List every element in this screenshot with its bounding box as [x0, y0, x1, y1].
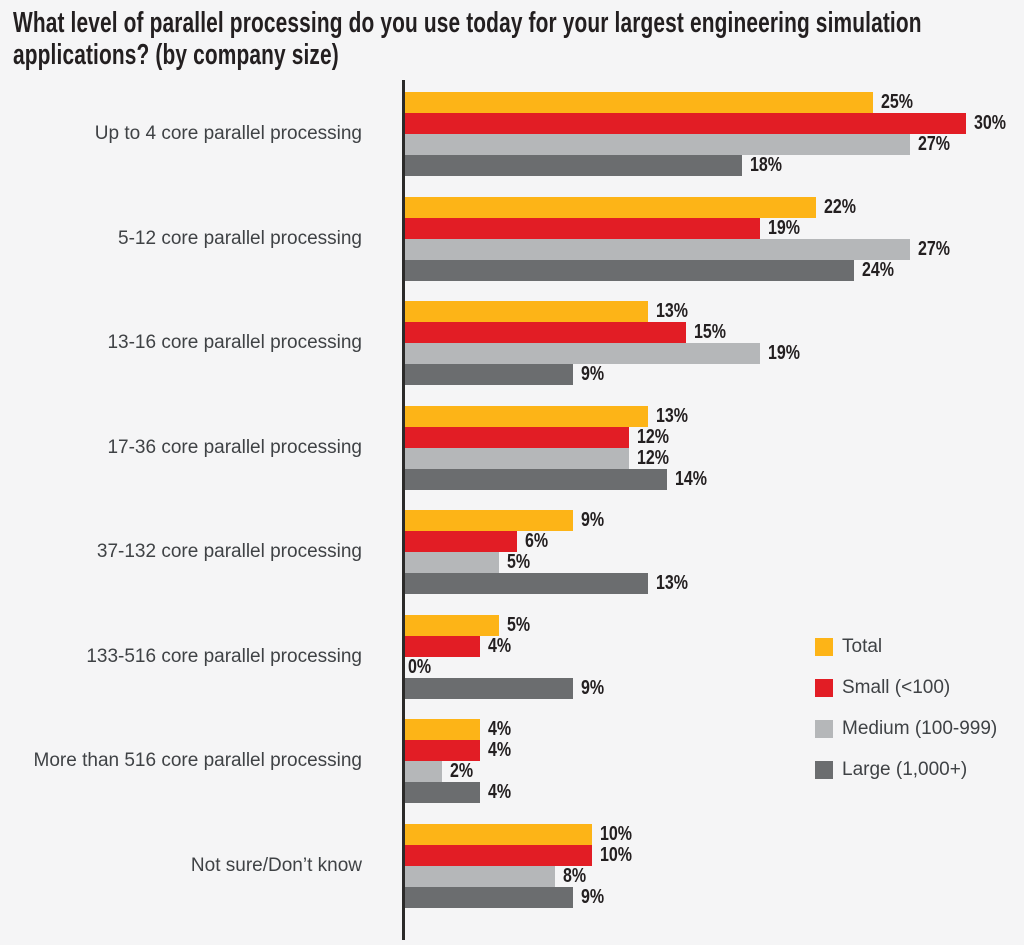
bar: [405, 364, 573, 385]
bar-value-label: 2%: [450, 760, 474, 782]
bar-value-label: 13%: [656, 300, 689, 322]
bar: [405, 218, 760, 239]
bar-row: [405, 782, 1024, 803]
legend-label: Small (<100): [842, 677, 951, 698]
bar-value-label: 6%: [525, 530, 549, 552]
bar-row: [405, 510, 1024, 531]
bar-group: [0, 824, 1024, 908]
bar-value-label: 24%: [861, 258, 894, 281]
bar-group-bars: [405, 92, 1024, 176]
bar-value-label: 27%: [917, 133, 950, 155]
bar-value-label: 4%: [487, 718, 511, 740]
bar-row: [405, 113, 1024, 134]
bar: [405, 155, 742, 176]
bar-value-label: 9%: [581, 509, 605, 531]
bar-groups: [0, 92, 1024, 908]
legend-swatch-icon: [815, 720, 833, 738]
bar-row: [405, 615, 1024, 636]
bar-row: [405, 134, 1024, 155]
bar: [405, 531, 517, 552]
category-label: Up to 4 core parallel processing: [94, 123, 362, 145]
bar: [405, 448, 629, 469]
bar-row: [405, 322, 1024, 343]
bar-row: [405, 887, 1024, 908]
bar-group: [0, 406, 1024, 490]
bar: [405, 427, 629, 448]
bar-value-label: 5%: [506, 613, 530, 636]
legend-item: [815, 638, 997, 656]
bar: [405, 406, 648, 427]
bar: [405, 845, 592, 866]
bar-value-label: 19%: [768, 216, 801, 239]
bar: [405, 573, 648, 594]
bar: [405, 260, 854, 281]
bar-value-label: 9%: [581, 363, 605, 385]
bar-group-bars: [405, 510, 1024, 594]
bar-row: [405, 364, 1024, 385]
bar-value-label: 4%: [487, 634, 511, 657]
bar-value-label: 15%: [693, 321, 726, 343]
bar: [405, 761, 442, 782]
bar-row: [405, 92, 1024, 113]
bar-value-label: 0%: [408, 655, 432, 678]
bar-value-label: 10%: [600, 822, 633, 845]
bar: [405, 113, 966, 134]
bar-group-bars: [405, 301, 1024, 385]
bar-row: [405, 469, 1024, 490]
category-label: 5-12 core parallel processing: [118, 227, 362, 249]
bar-row: [405, 573, 1024, 594]
legend-label: Large (1,000+): [842, 759, 968, 780]
bar-value-label: 18%: [749, 154, 782, 176]
bar-value-label: 14%: [674, 467, 707, 490]
bar-row: [405, 824, 1024, 845]
bar-group: [0, 92, 1024, 176]
category-label: Not sure/Don’t know: [190, 854, 362, 876]
bar-group: [0, 301, 1024, 385]
legend-label: Medium (100-999): [842, 718, 998, 739]
bar-value-label: 4%: [487, 739, 511, 761]
bar-group-bars: [405, 197, 1024, 281]
bar-row: [405, 301, 1024, 322]
bar-row: [405, 197, 1024, 218]
bar-value-label: 12%: [637, 446, 670, 469]
bar-value-label: 5%: [506, 551, 530, 573]
bar-value-label: 13%: [656, 572, 689, 594]
bar: [405, 740, 480, 761]
category-label: 17-36 core parallel processing: [107, 436, 362, 458]
legend-label: Total: [842, 636, 883, 657]
legend-item: [815, 720, 997, 738]
bar-row: [405, 845, 1024, 866]
bar-value-label: 12%: [637, 425, 670, 448]
bar: [405, 552, 499, 573]
bar-value-label: 19%: [768, 342, 801, 364]
bar-row: [405, 531, 1024, 552]
bar-row: [405, 448, 1024, 469]
bar: [405, 510, 573, 531]
bar: [405, 92, 873, 113]
bar: [405, 824, 592, 845]
chart-title-line1: What level of parallel processing do you use today for your largest engineering simulation: [13, 7, 922, 39]
bar-value-label: 22%: [824, 195, 857, 218]
bar: [405, 301, 648, 322]
bar-value-label: 9%: [581, 885, 605, 908]
category-label: More than 516 core parallel processing: [33, 750, 362, 772]
bar: [405, 134, 910, 155]
bar-row: [405, 260, 1024, 281]
bar: [405, 636, 480, 657]
bar: [405, 343, 760, 364]
bar-value-label: 13%: [656, 404, 689, 427]
category-label: 133-516 core parallel processing: [86, 645, 362, 667]
legend-item: [815, 761, 997, 779]
bar-value-label: 30%: [974, 112, 1007, 134]
bar-row: [405, 218, 1024, 239]
bar: [405, 678, 573, 699]
bar: [405, 866, 555, 887]
bar: [405, 887, 573, 908]
category-label: 37-132 core parallel processing: [96, 541, 362, 563]
legend-item: [815, 679, 997, 697]
bar: [405, 197, 816, 218]
bar-row: [405, 343, 1024, 364]
bar: [405, 615, 499, 636]
category-label: 13-16 core parallel processing: [107, 332, 362, 354]
chart-title-line2: applications? (by company size): [13, 38, 339, 71]
bar-value-label: 27%: [917, 237, 950, 260]
bar-row: [405, 406, 1024, 427]
bar: [405, 239, 910, 260]
bar-row: [405, 866, 1024, 887]
bar-value-label: 4%: [487, 781, 511, 803]
bar: [405, 719, 480, 740]
bar: [405, 322, 686, 343]
bar-value-label: 10%: [600, 843, 633, 866]
bar-value-label: 25%: [880, 91, 913, 113]
bar-group: [0, 197, 1024, 281]
legend-swatch-icon: [815, 638, 833, 656]
bar: [405, 469, 667, 490]
bar: [405, 782, 480, 803]
bar-row: [405, 155, 1024, 176]
bar-row: [405, 239, 1024, 260]
bar-group: [0, 510, 1024, 594]
bar-value-label: 8%: [562, 864, 586, 887]
legend-swatch-icon: [815, 761, 833, 779]
bar-row: [405, 427, 1024, 448]
legend: [815, 638, 997, 779]
legend-swatch-icon: [815, 679, 833, 697]
bar-value-label: 9%: [581, 676, 605, 699]
bar-group-bars: [405, 406, 1024, 490]
bar-group-bars: [405, 824, 1024, 908]
bar-row: [405, 552, 1024, 573]
